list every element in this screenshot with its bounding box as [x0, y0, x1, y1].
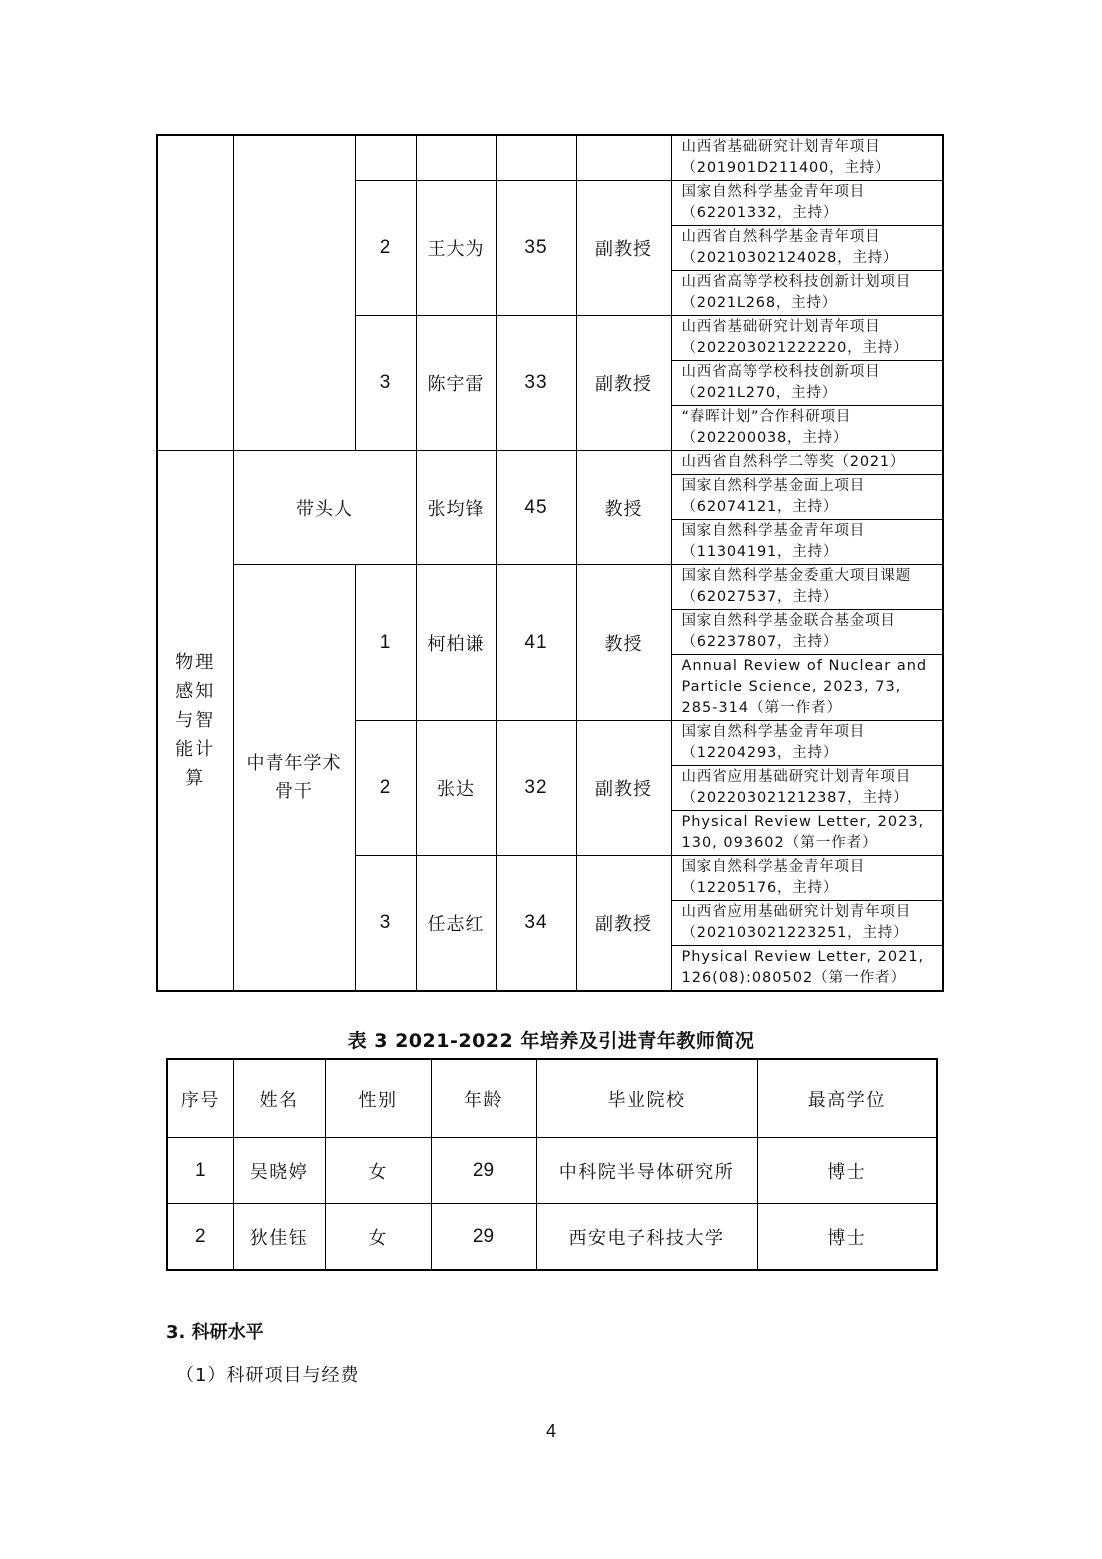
name-cell: 任志红	[416, 856, 496, 992]
name-cell	[416, 135, 496, 181]
table-cell: 29	[431, 1138, 536, 1204]
title-cell: 教授	[576, 451, 671, 565]
age-cell: 32	[496, 721, 576, 856]
achievement-cell: 山西省基础研究计划青年项目（202203021222220，主持）	[671, 316, 943, 361]
age-cell: 45	[496, 451, 576, 565]
title-cell	[576, 135, 671, 181]
achievement-cell: 国家自然科学基金青年项目（12205176，主持）	[671, 856, 943, 901]
header-cell: 年龄	[431, 1059, 536, 1138]
table-cell: 西安电子科技大学	[536, 1204, 757, 1271]
role-cell: 带头人	[233, 451, 416, 565]
table-cell: 女	[325, 1138, 431, 1204]
header-cell: 序号	[167, 1059, 233, 1138]
achievement-cell: 山西省基础研究计划青年项目（201901D211400，主持）	[671, 135, 943, 181]
table-cell: 1	[167, 1138, 233, 1204]
role-cell	[233, 565, 355, 992]
header-cell: 最高学位	[757, 1059, 937, 1138]
achievement-cell: 山西省高等学校科技创新项目（2021L270，主持）	[671, 361, 943, 406]
index-cell	[355, 135, 416, 181]
title-cell: 副教授	[576, 721, 671, 856]
achievement-cell: 山西省自然科学基金青年项目（20210302124028，主持）	[671, 226, 943, 271]
group-name: 物理感知与智能计算	[175, 652, 216, 789]
table-row	[167, 1204, 937, 1271]
header-cell: 性别	[325, 1059, 431, 1138]
achievement-cell: 国家自然科学基金委重大项目课题（62027537，主持）	[671, 565, 943, 610]
team-members-table	[156, 134, 944, 992]
header-cell: 姓名	[233, 1059, 325, 1138]
table-cell: 博士	[757, 1138, 937, 1204]
name-cell: 张均锋	[416, 451, 496, 565]
index-cell: 2	[355, 721, 416, 856]
achievement-cell: 国家自然科学基金面上项目（62074121，主持）	[671, 475, 943, 520]
achievement-cell: “春晖计划”合作科研项目（202200038，主持）	[671, 406, 943, 451]
role-label: 中青年学术骨干	[246, 752, 342, 802]
table-caption: 表 3 2021-2022 年培养及引进青年教师简况	[347, 1030, 755, 1052]
section-heading: 3. 科研水平	[166, 1322, 264, 1343]
title-cell: 教授	[576, 565, 671, 721]
name-cell: 张达	[416, 721, 496, 856]
index-cell: 1	[355, 565, 416, 721]
table-cell: 博士	[757, 1204, 937, 1271]
table-cell: 2	[167, 1204, 233, 1271]
table-cell: 29	[431, 1204, 536, 1271]
age-cell: 33	[496, 316, 576, 451]
achievement-cell: Annual Review of Nuclear and Particle Science, 2023, 73, 285-314（第一作者）	[671, 655, 943, 721]
table-row	[157, 565, 943, 610]
achievement-cell: 国家自然科学基金青年项目（62201332，主持）	[671, 181, 943, 226]
index-cell: 2	[355, 181, 416, 316]
achievement-cell: Physical Review Letter, 2023, 130, 093602（第一作者）	[671, 811, 943, 856]
age-cell	[496, 135, 576, 181]
achievement-cell: 山西省自然科学二等奖（2021）	[671, 451, 943, 475]
title-cell: 副教授	[576, 856, 671, 992]
achievement-cell: 山西省高等学校科技创新计划项目（2021L268，主持）	[671, 271, 943, 316]
index-cell: 3	[355, 316, 416, 451]
age-cell: 34	[496, 856, 576, 992]
name-cell: 王大为	[416, 181, 496, 316]
achievement-cell: 国家自然科学基金联合基金项目（62237807，主持）	[671, 610, 943, 655]
achievement-cell: Physical Review Letter, 2021, 126(08):080502（第一作者）	[671, 946, 943, 992]
title-cell: 副教授	[576, 181, 671, 316]
achievement-cell: 国家自然科学基金青年项目（11304191，主持）	[671, 520, 943, 565]
table-row	[167, 1138, 937, 1204]
title-cell: 副教授	[576, 316, 671, 451]
table-header-row	[167, 1059, 937, 1138]
role-cell	[233, 135, 355, 451]
table-cell: 女	[325, 1204, 431, 1271]
name-cell: 柯柏谦	[416, 565, 496, 721]
subsection-heading: （1）科研项目与经费	[176, 1365, 360, 1386]
age-cell: 35	[496, 181, 576, 316]
name-cell: 陈宇雷	[416, 316, 496, 451]
header-cell: 毕业院校	[536, 1059, 757, 1138]
young-teachers-table	[166, 1058, 938, 1271]
table-row	[157, 135, 943, 181]
table-row	[157, 451, 943, 475]
achievement-cell: 国家自然科学基金青年项目（12204293，主持）	[671, 721, 943, 766]
group-cell	[157, 135, 233, 451]
index-cell: 3	[355, 856, 416, 992]
age-cell: 41	[496, 565, 576, 721]
achievement-cell: 山西省应用基础研究计划青年项目（202203021212387，主持）	[671, 766, 943, 811]
achievement-cell: 山西省应用基础研究计划青年项目（202103021223251，主持）	[671, 901, 943, 946]
table-cell: 吴晓婷	[233, 1138, 325, 1204]
page-number: 4	[545, 1421, 556, 1441]
group-name-cell	[157, 451, 233, 992]
table-cell: 中科院半导体研究所	[536, 1138, 757, 1204]
table-cell: 狄佳钰	[233, 1204, 325, 1271]
